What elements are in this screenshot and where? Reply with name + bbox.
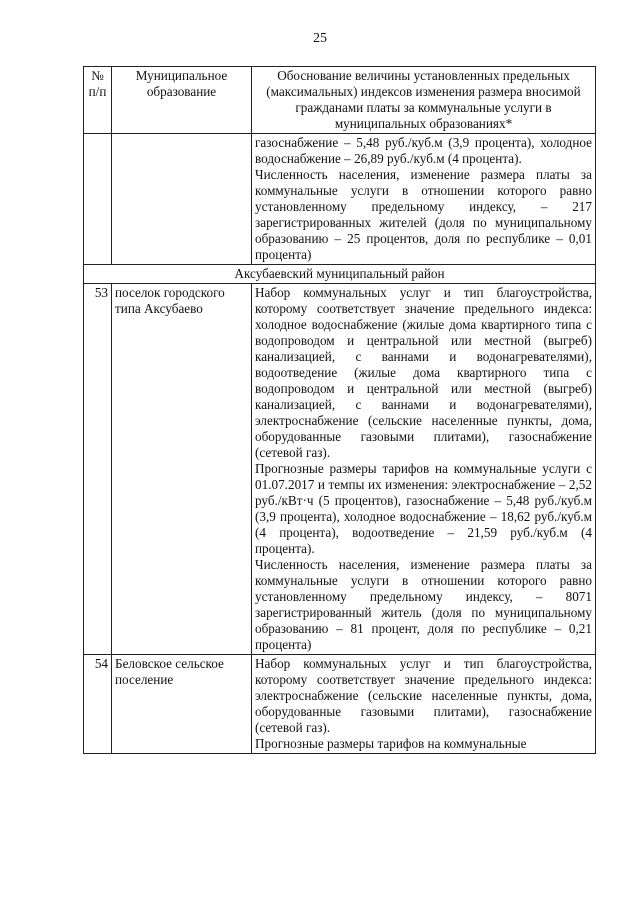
- continuation-name-cell: [112, 134, 252, 265]
- row-number: 53: [84, 284, 112, 655]
- continuation-population: Численность населения, изменение размера платы за коммунальные услуги в отношении которого равно установленному предельному индексу, – 217 зарегистрированных жителей (доля по муниципальному образованию – 25 процентов, доля по республике – 0,01 процента): [255, 167, 592, 262]
- district-row: [84, 265, 596, 284]
- row-tariffs: Прогнозные размеры тарифов на коммунальные: [255, 736, 527, 751]
- table-row-continuation: [84, 134, 596, 265]
- table-row: [84, 284, 596, 655]
- row-justification: [252, 284, 596, 655]
- district-title: Аксубаевский муниципальный район: [84, 265, 596, 284]
- row-services: Набор коммунальных услуг и тип благоустройства, которому соответствует значение предельного индекса: электроснабжение (сельские населенные пункты, дома, оборудованные газовыми плитами), газоснабжение (сетевой газ).: [255, 656, 592, 735]
- continuation-text-cell: [252, 134, 596, 265]
- row-tariffs: Прогнозные размеры тарифов на коммунальные услуги с 01.07.2017 и темпы их изменения: электроснабжение – 2,52 руб./кВт·ч (5 процентов), газоснабжение – 5,48 руб./куб.м (3,9 процента), холодное водоснабжение – 18,62 руб./куб.м (4 процента), водоотведение – 21,59 руб./куб.м (4 процента).: [255, 461, 592, 556]
- header-municipality: Муниципальное образование: [112, 67, 252, 134]
- tariff-table: [83, 66, 596, 754]
- continuation-number-cell: [84, 134, 112, 265]
- continuation-tariffs: газоснабжение – 5,48 руб./куб.м (3,9 процента), холодное водоснабжение – 26,89 руб./куб.м (4 процента).: [255, 135, 592, 166]
- row-population: Численность населения, изменение размера платы за коммунальные услуги в отношении которого равно установленному предельному индексу, – 8071 зарегистрированный житель (доля по муниципальному образованию – 81 процент, доля по республике – 0,21 процента): [255, 557, 592, 652]
- row-municipality: поселок городского типа Аксубаево: [112, 284, 252, 655]
- table-row: [84, 655, 596, 754]
- header-number: № п/п: [84, 67, 112, 134]
- row-municipality: Беловское сельское поселение: [112, 655, 252, 754]
- page-number: 25: [313, 31, 327, 46]
- row-services: Набор коммунальных услуг и тип благоустройства, которому соответствует значение предельного индекса: холодное водоснабжение (жилые дома квартирного типа с водопроводом и центральной или местной (выгреб) канализацией, с ваннами и водонагревателями), водоотведение (жилые дома квартирного типа с водопроводом и центральной или местной (выгреб) канализацией, с ваннами и водонагревателями), электроснабжение (сельские населенные пункты, дома, оборудованные газовыми плитами), газоснабжение (сетевой газ).: [255, 285, 592, 460]
- header-justification: Обоснование величины установленных предельных (максимальных) индексов изменения размера вносимой гражданами платы за коммунальные услуги в муниципальных образованиях*: [252, 67, 596, 134]
- row-number: 54: [84, 655, 112, 754]
- table-header-row: [84, 67, 596, 134]
- row-justification: [252, 655, 596, 754]
